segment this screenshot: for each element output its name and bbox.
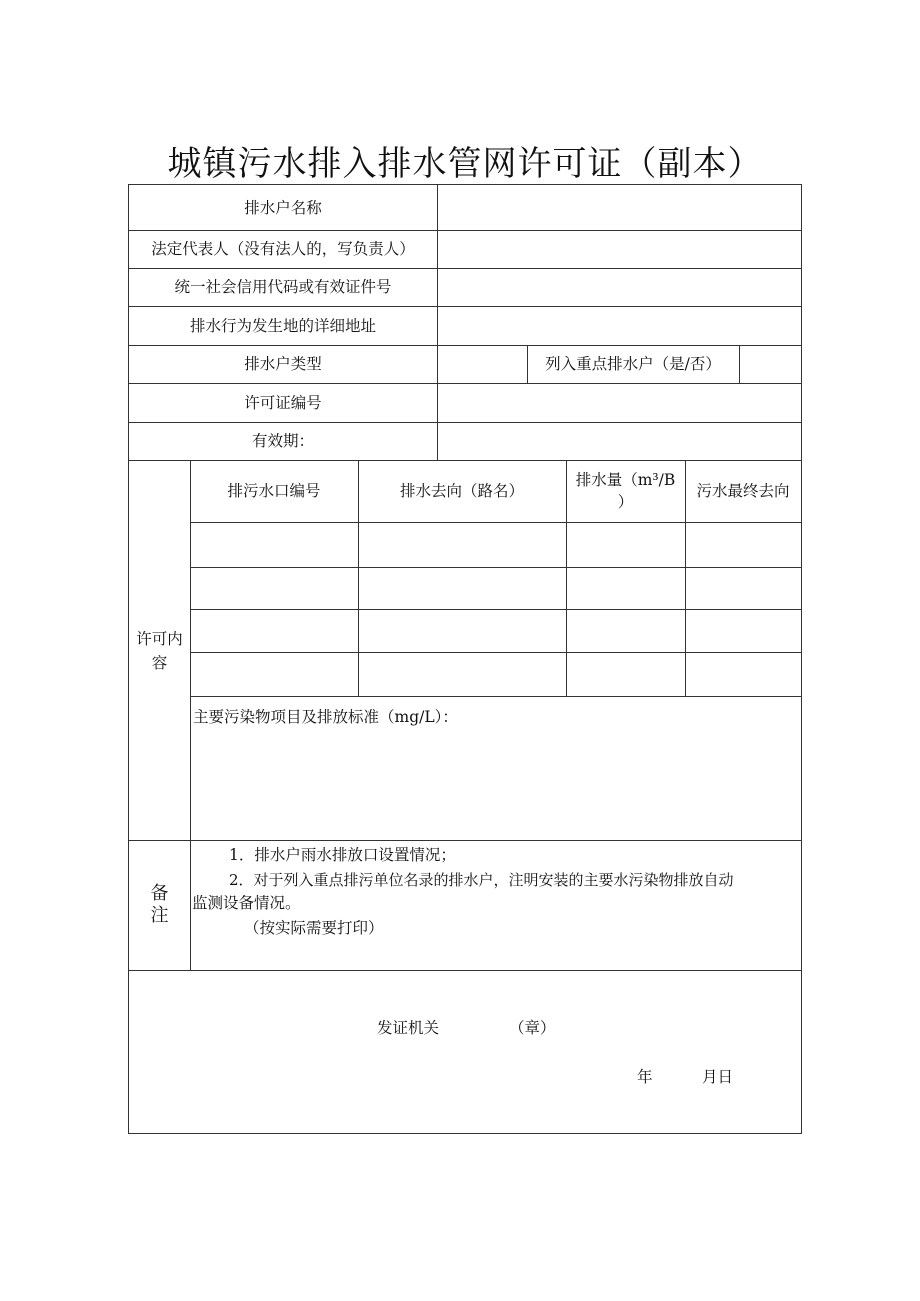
date-month-day: 月日	[702, 1068, 734, 1086]
remarks-label: 备 注	[150, 883, 169, 926]
document-title: 城镇污水排入排水管网许可证（副本）	[167, 144, 763, 184]
remarks-line-3: （按实际需要打印）	[244, 919, 384, 937]
issuing-authority-label: 发证机关	[377, 1019, 440, 1037]
header-discharge-volume: 排水量（m³/B ）	[575, 471, 676, 511]
label-discharger-type: 排水户类型	[244, 355, 322, 373]
label-license-number: 许可证编号	[244, 393, 322, 412]
header-final-destination: 污水最终去向	[696, 482, 790, 500]
label-credit-code: 统一社会信用代码或有效证件号	[174, 278, 392, 296]
label-validity: 有效期：	[251, 432, 314, 450]
label-legal-representative: 法定代表人（没有法人的，写负责人）	[151, 240, 415, 258]
date-year: 年	[637, 1068, 653, 1086]
license-form	[128, 184, 802, 1134]
header-outlet-number: 排污水口编号	[227, 482, 321, 500]
seal-placeholder: （章）	[509, 1019, 556, 1037]
remarks-line-2a: 2．对于列入重点排污单位名录的排水户，注明安装的主要水污染物排放自动	[229, 871, 734, 889]
pollutants-standard-label: 主要污染物项目及排放标准（mg/L）：	[193, 708, 458, 726]
label-key-discharger: 列入重点排水户（是/否）	[545, 355, 721, 373]
header-discharge-destination: 排水去向（路名）	[399, 482, 524, 500]
remarks-line-2b: 监测设备情况。	[192, 894, 301, 912]
remarks-line-1: 1．排水户雨水排放口设置情况；	[229, 846, 456, 864]
label-discharger-name: 排水户名称	[244, 198, 322, 217]
label-discharge-address: 排水行为发生地的详细地址	[189, 316, 376, 335]
permit-section-label: 许可内 容	[136, 630, 183, 672]
